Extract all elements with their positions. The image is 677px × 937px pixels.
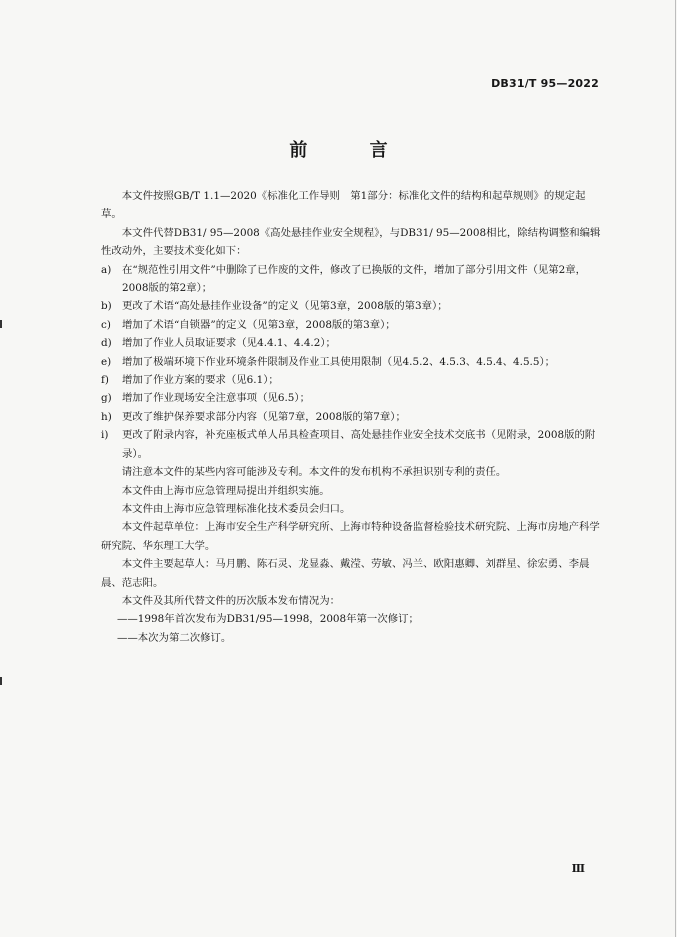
paragraph-drafters: 本文件主要起草人：马月鹏、陈石灵、龙显淼、戴滢、劳敏、冯兰、欧阳惠卿、刘群星、徐宏勇、李晨晨、范志阳。 [101, 558, 590, 589]
list-item [101, 297, 606, 315]
list-item [101, 426, 606, 463]
list-item-mark: f) [101, 374, 109, 387]
scan-mark [0, 320, 2, 328]
list-item-text: 增加了作业方案的要求（见6.1）； [122, 374, 279, 387]
list-item-mark: i) [101, 429, 109, 442]
list-item-mark: d) [101, 337, 112, 350]
list-item-mark: g) [101, 392, 112, 405]
list-item [101, 353, 606, 371]
paragraph-proposer: 本文件由上海市应急管理局提出并组织实施。 [121, 484, 330, 497]
scan-mark [0, 677, 2, 685]
document-body [101, 187, 606, 647]
list-item-text: 更改了术语“高处悬挂作业设备”的定义（见第3章，2008版的第3章）； [122, 300, 448, 313]
list-item-text: 更改了附录内容，补充座板式单人吊具检查项目、高处悬挂作业安全技术交底书（见附录，2008版的附录）。 [122, 429, 596, 460]
list-item-text: 更改了维护保养要求部分内容（见第7章，2008版的第7章）； [122, 410, 406, 423]
paragraph-administrator: 本文件由上海市应急管理标准化技术委员会归口。 [121, 502, 351, 515]
list-item [101, 408, 606, 426]
list-item [101, 389, 606, 407]
paragraph-replacement-note: 本文件代替DB31/ 95—2008《高处悬挂作业安全规程》，与DB31/ 95—2008相比，除结构调整和编辑性改动外，主要技术变化如下： [101, 226, 601, 258]
list-item-text: 增加了作业现场安全注意事项（见6.5）； [122, 392, 310, 405]
paragraph-history-intro: 本文件及其所代替文件的历次版本发布情况为： [121, 594, 340, 607]
history-item: ——本次为第二次修订。 [117, 631, 232, 644]
page-title: 前 言 [289, 140, 416, 161]
list-item-mark: e) [101, 355, 112, 368]
history-item: ——1998年首次发布为DB31/95—1998，2008年第一次修订； [117, 613, 419, 626]
paragraph-drafting-basis: 本文件按照GB/T 1.1—2020《标准化工作导则 第1部分：标准化文件的结构和起草规则》的规定起草。 [101, 190, 586, 221]
list-item-text: 增加了作业人员取证要求（见4.4.1、4.4.2）； [122, 337, 336, 350]
list-item [101, 371, 606, 389]
list-item-mark: a) [101, 263, 112, 276]
list-item [101, 316, 606, 334]
paragraph-patent-notice: 请注意本文件的某些内容可能涉及专利。本文件的发布机构不承担识别专利的责任。 [121, 466, 507, 479]
list-item-text: 增加了极端环境下作业环境条件限制及作业工具使用限制（见4.5.2、4.5.3、4.5.4、4.5.5）； [122, 355, 556, 368]
list-item [101, 334, 606, 352]
list-item [101, 261, 606, 298]
page-number: Ⅲ [571, 862, 585, 875]
paragraph-drafting-units: 本文件起草单位：上海市安全生产科学研究所、上海市特种设备监督检验技术研究院、上海市房地产科学研究院、华东理工大学。 [101, 521, 600, 552]
list-item-mark: c) [101, 318, 111, 331]
list-item-mark: h) [101, 410, 112, 423]
list-item-text: 在“规范性引用文件”中删除了已作废的文件，修改了已换版的文件，增加了部分引用文件（见第2章，2008版的第2章）； [122, 263, 587, 295]
document-code: DB31/T 95—2022 [491, 77, 599, 90]
list-item-text: 增加了术语“自锁器”的定义（见第3章，2008版的第3章）； [122, 318, 396, 331]
list-item-mark: b) [101, 300, 112, 313]
